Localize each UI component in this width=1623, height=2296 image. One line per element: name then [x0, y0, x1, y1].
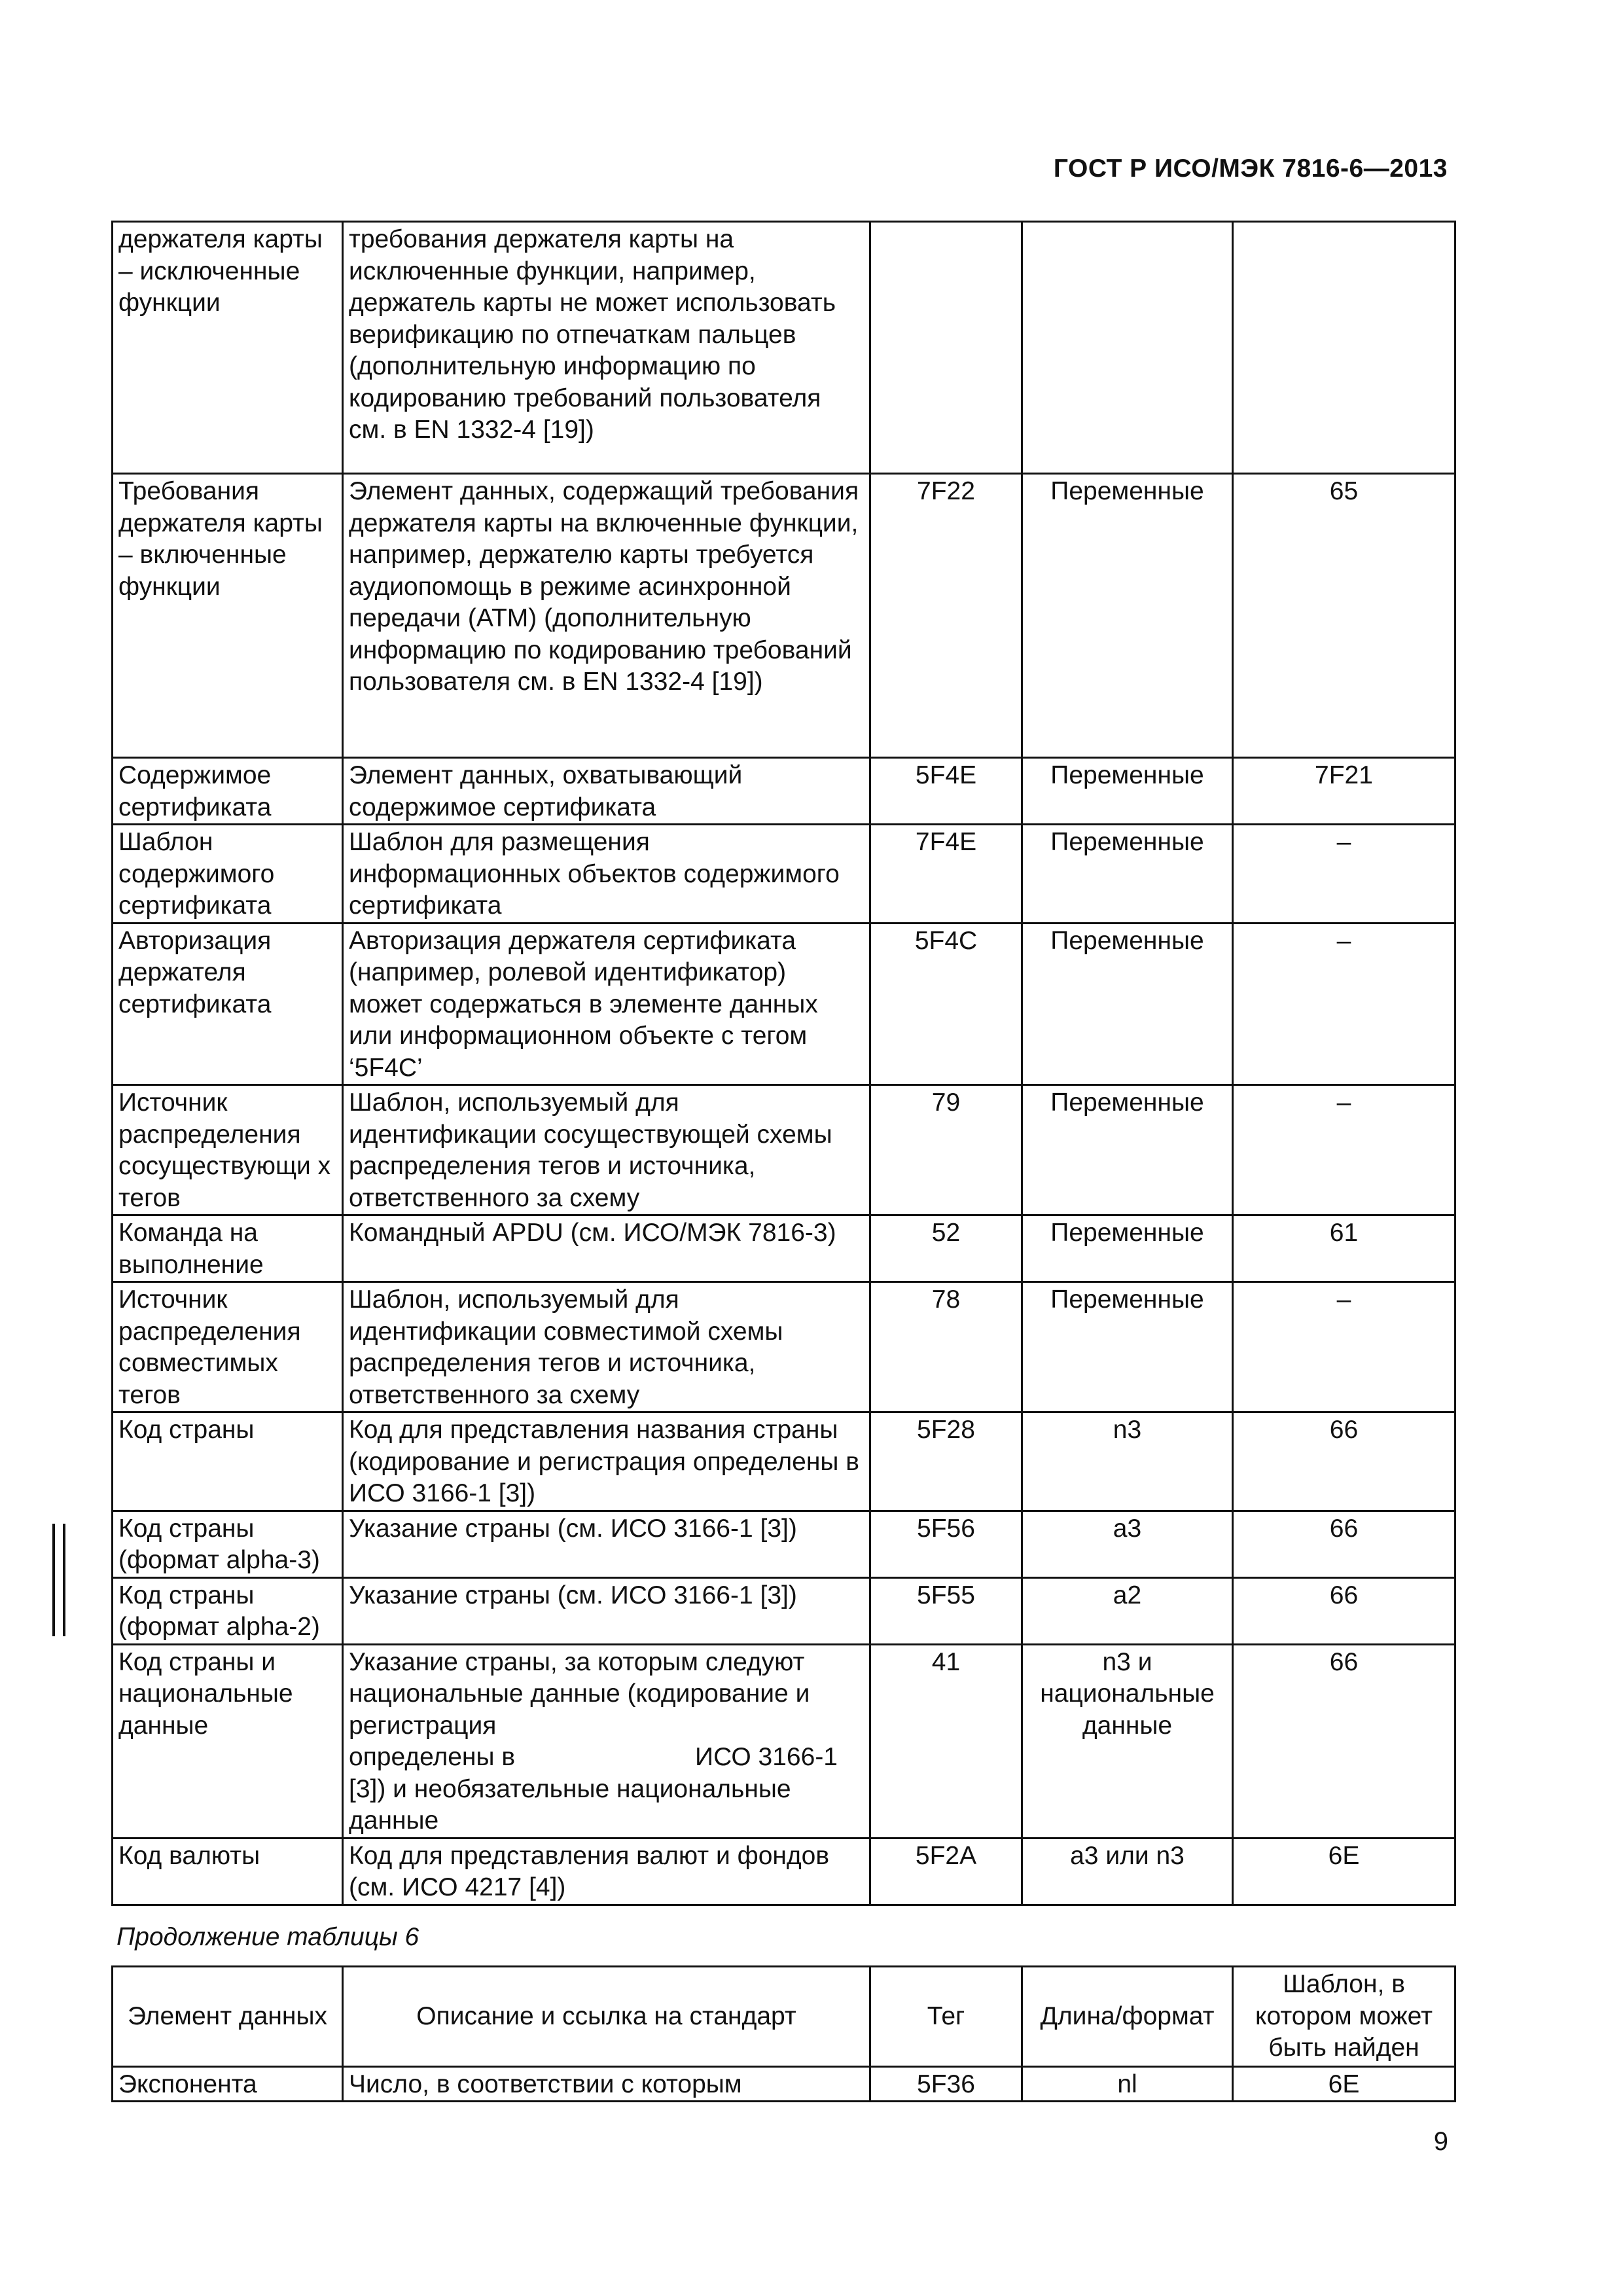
- length-format-cell: n3 и национальные данные: [1022, 1644, 1233, 1838]
- template-cell: 66: [1233, 1577, 1455, 1644]
- length-format-cell: n3: [1022, 1412, 1233, 1511]
- length-format-cell: a3 или n3: [1022, 1838, 1233, 1905]
- tag-cell: 79: [870, 1085, 1022, 1215]
- tag-cell: 5F56: [870, 1511, 1022, 1577]
- header-template: Шаблон, в котором может быть найден: [1233, 1967, 1455, 2067]
- description-cell: Командный APDU (см. ИСО/МЭК 7816-3): [343, 1215, 870, 1282]
- table-row: [113, 2066, 1455, 2102]
- template-cell: 61: [1233, 1215, 1455, 1282]
- element-name-cell: Код страны: [113, 1412, 343, 1511]
- table-row: [113, 474, 1455, 758]
- tag-cell: 5F4E: [870, 758, 1022, 825]
- template-cell: –: [1233, 825, 1455, 924]
- header-tag: Тег: [870, 1967, 1022, 2067]
- length-format-cell: [1022, 222, 1233, 474]
- template-cell: 66: [1233, 1412, 1455, 1511]
- description-cell: Авторизация держателя сертификата (например, ролевой идентификатор) может содержаться в элементе данных или информационном объекте с тегом ‘5F4C’: [343, 923, 870, 1085]
- template-cell: 6E: [1233, 1838, 1455, 1905]
- description-cell: Указание страны (см. ИСО 3166-1 [3]): [343, 1511, 870, 1577]
- data-elements-table: [111, 221, 1456, 1906]
- header-length: Длина/формат: [1022, 1967, 1233, 2067]
- description-line: [3]) и необязательные национальные данные: [349, 1774, 791, 1835]
- length-format-cell: Переменные: [1022, 758, 1233, 825]
- description-cell: Код для представления валют и фондов (см. ИСО 4217 [4]): [343, 1838, 870, 1905]
- description-cell: Указание страны (см. ИСО 3166-1 [3]): [343, 1577, 870, 1644]
- document-code-header: ГОСТ Р ИСО/МЭК 7816-6—2013: [1053, 154, 1448, 183]
- continuation-table: [111, 1965, 1456, 2102]
- table-row: [113, 1215, 1455, 1282]
- template-cell: [1233, 222, 1455, 474]
- length-format-cell: Переменные: [1022, 1215, 1233, 1282]
- description-cell: Элемент данных, охватывающий содержимое сертификата: [343, 758, 870, 825]
- description-cell: Шаблон, используемый для идентификации сосуществующей схемы распределения тегов и источника, ответственного за схему: [343, 1085, 870, 1215]
- tag-cell: 41: [870, 1644, 1022, 1838]
- header-description: Описание и ссылка на стандарт: [343, 1967, 870, 2067]
- tag-cell: 78: [870, 1282, 1022, 1412]
- element-name-cell: Код страны (формат alpha-3): [113, 1511, 343, 1577]
- table-row: [113, 1644, 1455, 1838]
- description-cell: требования держателя карты на исключенные функции, например, держатель карты не может использовать верификацию по отпечаткам пальцев (дополнительную информацию по кодированию требований пользователя см. в EN 1332-4 [19]): [343, 222, 870, 474]
- element-name-cell: Источник распределения совместимых тегов: [113, 1282, 343, 1412]
- table-row: [113, 825, 1455, 924]
- template-cell: 66: [1233, 1511, 1455, 1577]
- tag-cell: 7F4E: [870, 825, 1022, 924]
- element-name-cell: Команда на выполнение: [113, 1215, 343, 1282]
- tag-cell: 5F2A: [870, 1838, 1022, 1905]
- element-name-cell: Код валюты: [113, 1838, 343, 1905]
- length-format-cell: a2: [1022, 1577, 1233, 1644]
- length-format-cell: Переменные: [1022, 923, 1233, 1085]
- length-format-cell: Переменные: [1022, 474, 1233, 758]
- table-row: [113, 758, 1455, 825]
- table-row: [113, 1085, 1455, 1215]
- element-name-cell: Экспонента: [113, 2066, 343, 2102]
- template-cell: –: [1233, 923, 1455, 1085]
- tag-cell: 5F55: [870, 1577, 1022, 1644]
- description-cell: Шаблон, используемый для идентификации совместимой схемы распределения тегов и источника, ответственного за схему: [343, 1282, 870, 1412]
- description-cell: Шаблон для размещения информационных объектов содержимого сертификата: [343, 825, 870, 924]
- element-name-cell: Шаблон содержимого сертификата: [113, 825, 343, 924]
- element-name-cell: держателя карты – исключенные функции: [113, 222, 343, 474]
- table-row: [113, 923, 1455, 1085]
- length-format-cell: nl: [1022, 2066, 1233, 2102]
- template-cell: –: [1233, 1282, 1455, 1412]
- element-name-cell: Код страны (формат alpha-2): [113, 1577, 343, 1644]
- template-cell: 66: [1233, 1644, 1455, 1838]
- template-cell: 7F21: [1233, 758, 1455, 825]
- tag-cell: 5F4C: [870, 923, 1022, 1085]
- length-format-cell: Переменные: [1022, 1282, 1233, 1412]
- table-continuation-caption: Продолжение таблицы 6: [116, 1923, 419, 1951]
- description-line: Указание страны, за которым следуют национальные данные (кодирование и регистрация: [349, 1647, 810, 1740]
- template-cell: 6E: [1233, 2066, 1455, 2102]
- page-number: 9: [1433, 2127, 1448, 2156]
- tag-cell: [870, 222, 1022, 474]
- table-header-row: [113, 1967, 1455, 2067]
- length-format-cell: a3: [1022, 1511, 1233, 1577]
- table-row: [113, 1577, 1455, 1644]
- table-row: [113, 1838, 1455, 1905]
- description-cell: Элемент данных, содержащий требования держателя карты на включенные функции, например, держателю карты требуется аудиопомощь в режиме асинхронной передачи (ATM) (дополнительную информацию по кодированию требований пользователя см. в EN 1332-4 [19]): [343, 474, 870, 758]
- change-marker-bars: [52, 1524, 72, 1641]
- description-fragment: определены в: [349, 1743, 516, 1771]
- table-row: [113, 1511, 1455, 1577]
- element-name-cell: Источник распределения сосуществующи х тегов: [113, 1085, 343, 1215]
- element-name-cell: Требования держателя карты – включенные функции: [113, 474, 343, 758]
- tag-cell: 7F22: [870, 474, 1022, 758]
- element-name-cell: Авторизация держателя сертификата: [113, 923, 343, 1085]
- table-row: [113, 1282, 1455, 1412]
- tag-cell: 52: [870, 1215, 1022, 1282]
- tag-cell: 5F36: [870, 2066, 1022, 2102]
- description-fragment: ИСО 3166-1: [695, 1743, 838, 1771]
- template-cell: 65: [1233, 474, 1455, 758]
- description-cell: Код для представления названия страны (кодирование и регистрация определены в ИСО 3166-1 [3]): [343, 1412, 870, 1511]
- table-row: [113, 1412, 1455, 1511]
- description-line-justified: [349, 1742, 864, 1774]
- description-cell: [343, 1644, 870, 1838]
- tag-cell: 5F28: [870, 1412, 1022, 1511]
- element-name-cell: Содержимое сертификата: [113, 758, 343, 825]
- template-cell: –: [1233, 1085, 1455, 1215]
- element-name-cell: Код страны и национальные данные: [113, 1644, 343, 1838]
- header-element: Элемент данных: [113, 1967, 343, 2067]
- table-row: [113, 222, 1455, 474]
- length-format-cell: Переменные: [1022, 825, 1233, 924]
- description-cell: Число, в соответствии с которым: [343, 2066, 870, 2102]
- length-format-cell: Переменные: [1022, 1085, 1233, 1215]
